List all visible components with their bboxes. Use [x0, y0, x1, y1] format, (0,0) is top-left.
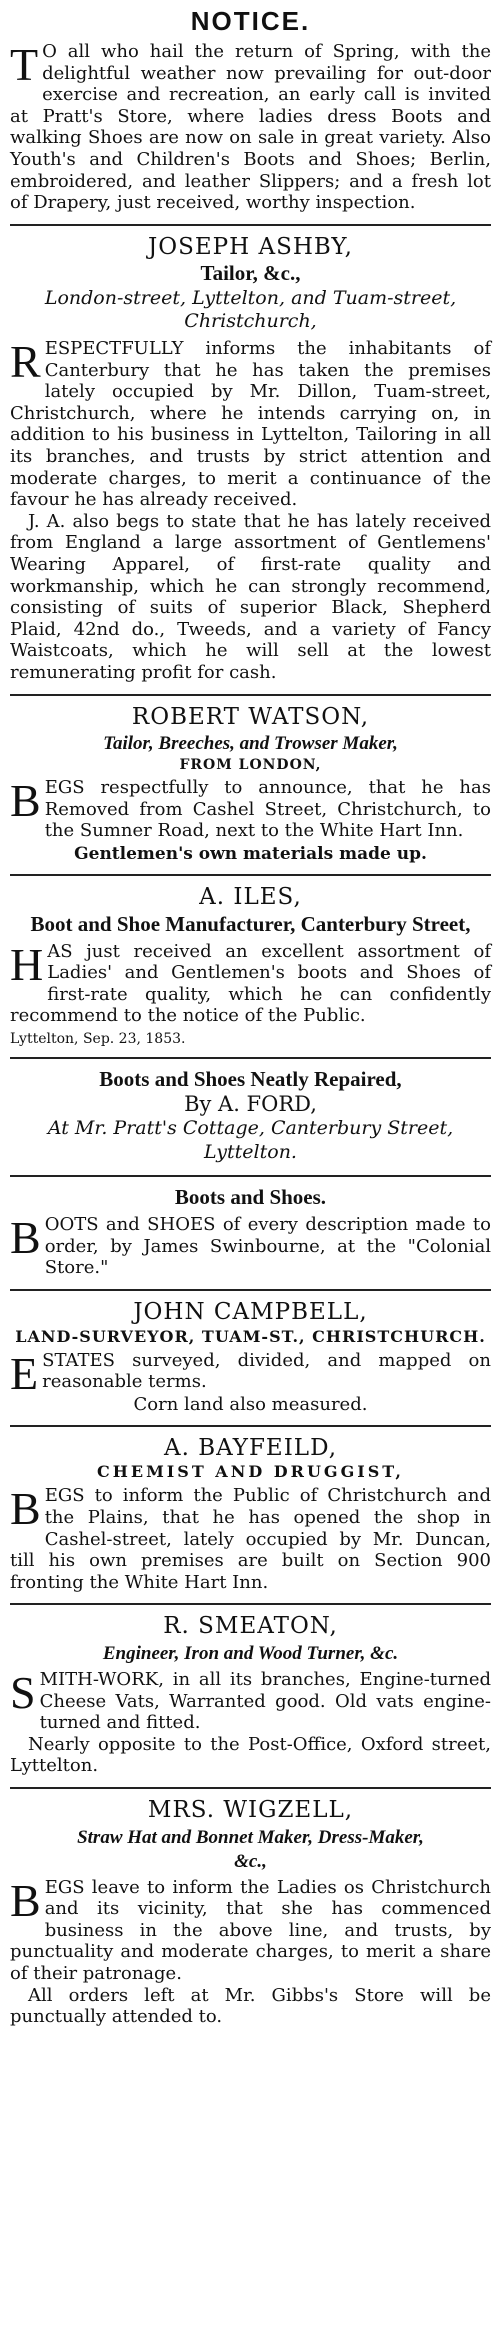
- smeaton-ad: [10, 1605, 491, 1789]
- bayfeild-dropcap: B: [10, 1483, 41, 1535]
- ashby-address-line-1: London-street, Lyttelton, and Tuam-street,: [44, 286, 457, 309]
- ashby-dropcap: R: [10, 336, 41, 388]
- ford-address-line-2: Lyttelton.: [204, 1141, 297, 1164]
- ashby-paragraph-1: ESPECTFULLY informs the inhabitants of Canterbury that he has taken the premises lately occupied by Mr. Dillon, Tuam-street, Christchurch, where he intends carrying on, in addition to his business in Lyttelton, Tailoring in all its branches, and trusts by strict attention and moderate charges, to merit a continuance of the favour he has already received.: [10, 338, 491, 511]
- bayfeild-ad: [10, 1427, 491, 1606]
- smeaton-body: [10, 1669, 491, 1777]
- bayfeild-title: A. BAYFEILD,: [163, 1434, 338, 1461]
- watson-dropcap: B: [10, 775, 41, 827]
- swinbourne-ad: [10, 1177, 491, 1291]
- notice-heading: NOTICE.: [190, 6, 311, 36]
- ashby-body: [10, 338, 491, 684]
- watson-trade: Tailor, Breeches, and Trowser Maker,: [103, 733, 398, 755]
- watson-note: Gentlemen's own materials made up.: [74, 843, 427, 864]
- ford-ad: [10, 1059, 491, 1177]
- swinbourne-body: [10, 1214, 491, 1279]
- campbell-dropcap: E: [10, 1347, 39, 1399]
- smeaton-dropcap: S: [10, 1667, 36, 1719]
- iles-text: AS just received an excellent assortment of Ladies' and Gentlemen's boots and Shoes of first-rate quality, which he can confidently recommend to the notice of the Public.: [10, 940, 491, 1027]
- iles-dateline: Lyttelton, Sep. 23, 1853.: [10, 1031, 186, 1048]
- ashby-ad: [10, 226, 491, 696]
- smeaton-paragraph-2: Nearly opposite to the Post-Office, Oxford street, Lyttelton.: [10, 1733, 491, 1777]
- swinbourne-title: Boots and Shoes.: [174, 1184, 327, 1209]
- swinbourne-text: OOTS and SHOES of every description made to order, by James Swinbourne, at the "Colonial Store.": [44, 1214, 491, 1279]
- smeaton-trade: Engineer, Iron and Wood Turner, &c.: [102, 1643, 399, 1665]
- notice-ad: [10, 6, 491, 226]
- notice-dropcap: T: [10, 39, 39, 90]
- campbell-body: [10, 1347, 491, 1399]
- iles-dropcap: H: [10, 938, 44, 990]
- wigzell-trade-line-2: &c.,: [234, 1850, 267, 1872]
- ford-title: Boots and Shoes Neatly Repaired,: [99, 1067, 402, 1092]
- iles-body: [10, 938, 491, 1027]
- campbell-note: Corn land also measured.: [133, 1393, 368, 1415]
- ashby-address-line-2: Christchurch,: [184, 310, 317, 333]
- campbell-ad: [10, 1291, 491, 1427]
- bayfeild-subtitle: CHEMIST AND DRUGGIST,: [97, 1462, 404, 1482]
- watson-title: ROBERT WATSON,: [131, 703, 370, 730]
- iles-subtitle: Boot and Shoe Manufacturer, Canterbury Street,: [30, 911, 471, 936]
- campbell-text: STATES surveyed, divided, and mapped on reasonable terms.: [42, 1349, 491, 1393]
- wigzell-paragraph-1: EGS leave to inform the Ladies os Christchurch and its vicinity, that she has commenced business in the above line, and trusts, by punctuality and moderate charges, to merit a share of their patronage.: [10, 1876, 491, 1984]
- ashby-title: JOSEPH ASHBY,: [148, 233, 353, 260]
- ford-by: By A. FORD,: [184, 1092, 317, 1117]
- watson-origin: FROM LONDON,: [179, 757, 322, 774]
- ashby-paragraph-2: J. A. also begs to state that he has lately received from England a large assortment of Gentlemens' Wearing Apparel, of first-rate quality and workmanship, which he can strongly recommend, consisting of suits of superior Black, Shepherd Plaid, 42nd do., Tweeds, and a variety of Fancy Waistcoats, which he will sell at the lowest remunerating profit for cash.: [10, 510, 491, 683]
- notice-body: [10, 41, 491, 214]
- campbell-title: JOHN CAMPBELL,: [133, 1298, 368, 1325]
- bayfeild-text: EGS to inform the Public of Christchurch and the Plains, that he has opened the shop in Cashel-street, lately occupied by Mr. Duncan, till his own premises are built on Section 900 fronting the White Hart Inn.: [10, 1485, 491, 1593]
- smeaton-title: R. SMEATON,: [163, 1613, 338, 1640]
- bayfeild-body: [10, 1485, 491, 1593]
- wigzell-body: [10, 1874, 491, 2028]
- wigzell-title: MRS. WIGZELL,: [147, 1797, 354, 1824]
- wigzell-trade: Straw Hat and Bonnet Maker, Dress-Maker,: [77, 1826, 424, 1848]
- watson-body: [10, 777, 491, 842]
- ford-address-line-1: At Mr. Pratt's Cottage, Canterbury Street,: [47, 1117, 454, 1140]
- iles-title: A. ILES,: [199, 883, 302, 910]
- campbell-subtitle: LAND-SURVEYOR, TUAM-ST., CHRISTCHURCH.: [15, 1326, 486, 1346]
- watson-text: EGS respectfully to announce, that he has Removed from Cashel Street, Christchurch, to the Sumner Road, next to the White Hart Inn.: [44, 777, 491, 842]
- smeaton-paragraph-1: MITH-WORK, in all its branches, Engine-turned Cheese Vats, Warranted good. Old vats engine-turned and fitted.: [39, 1669, 491, 1734]
- watson-ad: [10, 696, 491, 876]
- iles-ad: [10, 876, 491, 1059]
- notice-text: O all who hail the return of Spring, with the delightful weather now prevailing for out-door exercise and recreation, an early call is invited at Pratt's Store, where ladies dress Boots and walking Shoes are now on sale in great variety. Also Youth's and Children's Boots and Shoes; Berlin, embroidered, and leather Slippers; and a fresh lot of Drapery, just received, worthy inspection.: [10, 41, 491, 214]
- swinbourne-dropcap: B: [10, 1212, 41, 1264]
- wigzell-dropcap: B: [10, 1874, 41, 1926]
- wigzell-paragraph-2: All orders left at Mr. Gibbs's Store will be punctually attended to.: [10, 1984, 491, 2028]
- wigzell-ad: [10, 1789, 491, 2038]
- ashby-subtitle: Tailor, &c.,: [200, 261, 301, 286]
